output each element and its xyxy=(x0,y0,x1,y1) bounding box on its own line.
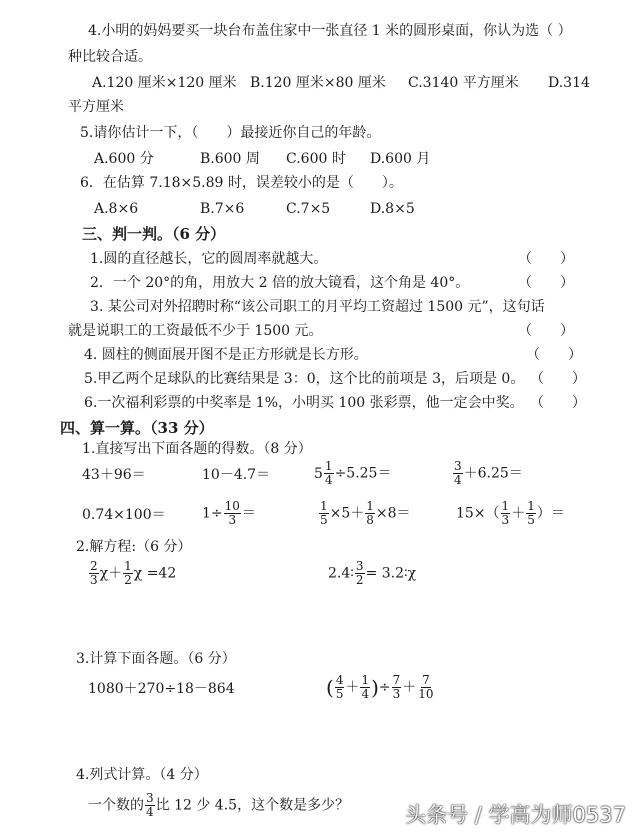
judge-item-5: 5.甲乙两个足球队的比赛结果是 3：0，这个比的前项是 3，后项是 0。 xyxy=(84,371,525,387)
judge-answer-4[interactable]: （ ） xyxy=(526,347,582,363)
judge-item-3-cont: 就是说职工的工资最低不少于 1500 元。 xyxy=(68,323,323,339)
judge-item-3: 3. 某公司对外招聘时称“该公司职工的月平均工资超过 1500 元”，这句话 xyxy=(90,299,545,315)
q5-stem: 5.请你估计一下，（ ）最接近你自己的年龄。 xyxy=(80,125,381,141)
oral-7: $\frac{1}{5}$ ×5＋ $\frac{1}{8}$ ×8＝ xyxy=(320,499,411,527)
sub2-title: 2.解方程:（6 分） xyxy=(76,539,192,555)
q4-option-b: B.120 厘米×80 厘米 xyxy=(250,75,386,91)
oral-8: 15×（ $\frac{1}{3}$ ＋ $\frac{1}{5}$ ）＝ xyxy=(456,499,565,527)
word-problem: 一个数的 $\frac{3}{4}$ 比 12 少 4.5，这个数是多少？ xyxy=(88,791,350,819)
judge-answer-5[interactable]: （ ） xyxy=(530,371,586,387)
oral-5: 0.74×100＝ xyxy=(82,507,166,523)
oral-6: 1÷ $\frac{10}{3}$ ＝ xyxy=(202,499,256,527)
equation-1: $\frac{2}{3}$ χ＋ $\frac{1}{2}$ χ =42 xyxy=(90,559,177,587)
oral-1: 43＋96＝ xyxy=(82,467,146,483)
q4-line1: 4.小明的妈妈要买一块台布盖住家中一张直径 1 米的圆形桌面，你认为选（ ） xyxy=(88,23,572,39)
q6-option-c: C.7×5 xyxy=(286,201,331,217)
judge-answer-3[interactable]: （ ） xyxy=(518,323,574,339)
sub4-title: 4.列式计算。（4 分） xyxy=(76,767,208,783)
judge-answer-1[interactable]: （ ） xyxy=(518,251,574,267)
watermark: 头条号 / 学高为师0537 xyxy=(405,803,626,827)
equation-2: 2.4∶ $\frac{3}{2}$ = 3.2∶χ xyxy=(328,559,417,587)
section4-title: 四、算一算。（33 分） xyxy=(60,419,214,437)
q5-option-b: B.600 周 xyxy=(200,151,260,167)
judge-item-4: 4. 圆柱的侧面展开图不是正方形就是长方形。 xyxy=(84,347,368,363)
section3-title: 三、判一判。（6 分） xyxy=(82,225,226,243)
judge-item-6: 6.一次福利彩票的中奖率是 1%，小明买 100 张彩票，他一定会中奖。 xyxy=(84,395,524,411)
judge-answer-6[interactable]: （ ） xyxy=(530,395,586,411)
judge-item-1: 1.圆的直径越长，它的圆周率就越大。 xyxy=(90,251,328,267)
q4-option-d-unit: 平方厘米 xyxy=(68,99,124,115)
sub3-title: 3.计算下面各题。（6 分） xyxy=(76,651,236,667)
oral-4: $\frac{3}{4}$ ＋6.25＝ xyxy=(454,459,523,487)
calc-2: ( $\frac{4}{5}$ ＋ $\frac{1}{4}$ )÷ $\frac{7}{3}$ ＋ $\frac{7}{10}$ xyxy=(326,673,434,701)
oral-3: 5 $\frac{1}{4}$ ÷5.25＝ xyxy=(314,459,392,487)
judge-answer-2[interactable]: （ ） xyxy=(518,275,574,291)
judge-item-2: 2．一个 20°的角，用放大 2 倍的放大镜看，这个角是 40°。 xyxy=(90,275,470,291)
calc-1: 1080＋270÷18－864 xyxy=(88,681,235,697)
sub1-title: 1.直接写出下面各题的得数。（8 分） xyxy=(82,441,312,457)
q6-option-a: A.8×6 xyxy=(94,201,139,217)
oral-2: 10－4.7＝ xyxy=(202,467,271,483)
q4-option-a: A.120 厘米×120 厘米 xyxy=(92,75,237,91)
q4-line2: 种比较合适。 xyxy=(68,49,152,65)
q6-stem: 6．在估算 7.18×5.89 时，误差较小的是（ ）。 xyxy=(80,175,403,191)
q6-option-b: B.7×6 xyxy=(200,201,245,217)
q6-option-d: D.8×5 xyxy=(370,201,415,217)
q4-option-d: D.314 xyxy=(548,75,590,91)
q5-option-c: C.600 时 xyxy=(286,151,346,167)
q5-option-a: A.600 分 xyxy=(94,151,154,167)
q4-option-c: C.3140 平方厘米 xyxy=(408,75,519,91)
q5-option-d: D.600 月 xyxy=(370,151,431,167)
